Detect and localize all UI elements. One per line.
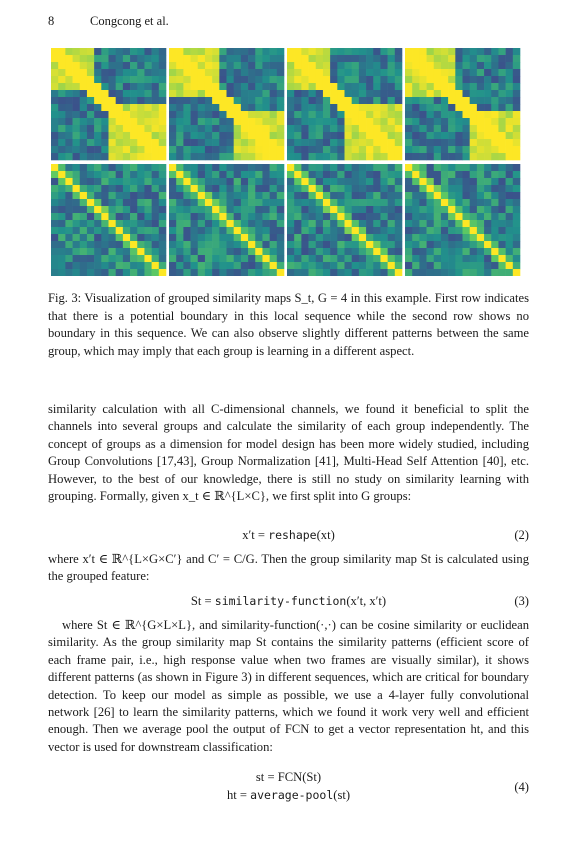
equation-4 [48,770,529,810]
heatmap-panel-r2-c1 [51,164,166,276]
heatmap-panel-r2-c4 [405,164,520,276]
paragraph-2: where x′t ∈ ℝ^{L×G×C′} and C′ = C/G. Then the group similarity map St is calculated using the grouped feature: [48,552,529,584]
equation-number-4: (4) [514,780,529,794]
equation-4-line-2: ht = average-pool(st) [226,788,351,802]
paragraph-3: where St ∈ ℝ^{G×L×L}, and similarity-function(·,·) can be cosine similarity or euclidean similarity. As the group similarity map St contains the similarity patterns (efficient score of each frame pair, i.e., high response value when two frames are visually similar), it shows different patterns (as shown in Figure 3) in different sequences, which are critical for boundary detection. To keep our model as simple as possible, we use a 4-layer fully convolutional network [26] to learn the similarity patterns, which we found it work very well and efficient enough. Then we average pool the output of FCN to get a vector representation ht, and this vector is used for downstream classification: [48,618,529,754]
equation-4-line-1: st = FCN(St) [255,770,322,784]
caption-text: Visualization of grouped similarity maps S_t, G = 4 in this example. First row indicates that there is a potential boundary in this local sequence while the second row shows no boundary in this sequence. We can also observe slightly different patterns between the same group, which may imply that each group is learning in a different aspect. [48,291,529,358]
running-authors: Congcong et al. [90,14,169,28]
page-header [48,14,527,30]
heatmap-panel-r1-c3 [287,48,402,160]
equation-3: St = similarity-function(x′t, x′t) (3) [190,594,529,608]
heatmap-panel-r1-c2 [169,48,284,160]
equation-number-2: (2) [514,528,529,542]
heatmap-panel-r1-c1 [51,48,166,160]
paragraph-1: similarity calculation with all C-dimensional channels, we found it beneficial to split the channels into several groups and calculate the similarity of each group independently. The concept of groups as a dimension for model design has been more widely studied, including Group Convolutions [17,43], Group Normalization [41], Multi-Head Self Attention [40], etc. However, to the best of our knowledge, there is still no study on similarity learning with grouping. Formally, given x_t ∈ ℝ^{L×C}, we first split into G groups: [48,402,529,504]
page-number: 8 [48,14,55,28]
figure-caption [48,290,529,360]
equation-2: x′t = reshape(xt) (2) [242,528,529,542]
heatmap-panel-r2-c3 [287,164,402,276]
heatmap-panel-r1-c4 [405,48,520,160]
heatmap-panel-r2-c2 [169,164,284,276]
caption-label: Fig. 3: [48,291,82,305]
equation-number-3: (3) [514,594,529,608]
similarity-maps-figure [50,48,529,276]
